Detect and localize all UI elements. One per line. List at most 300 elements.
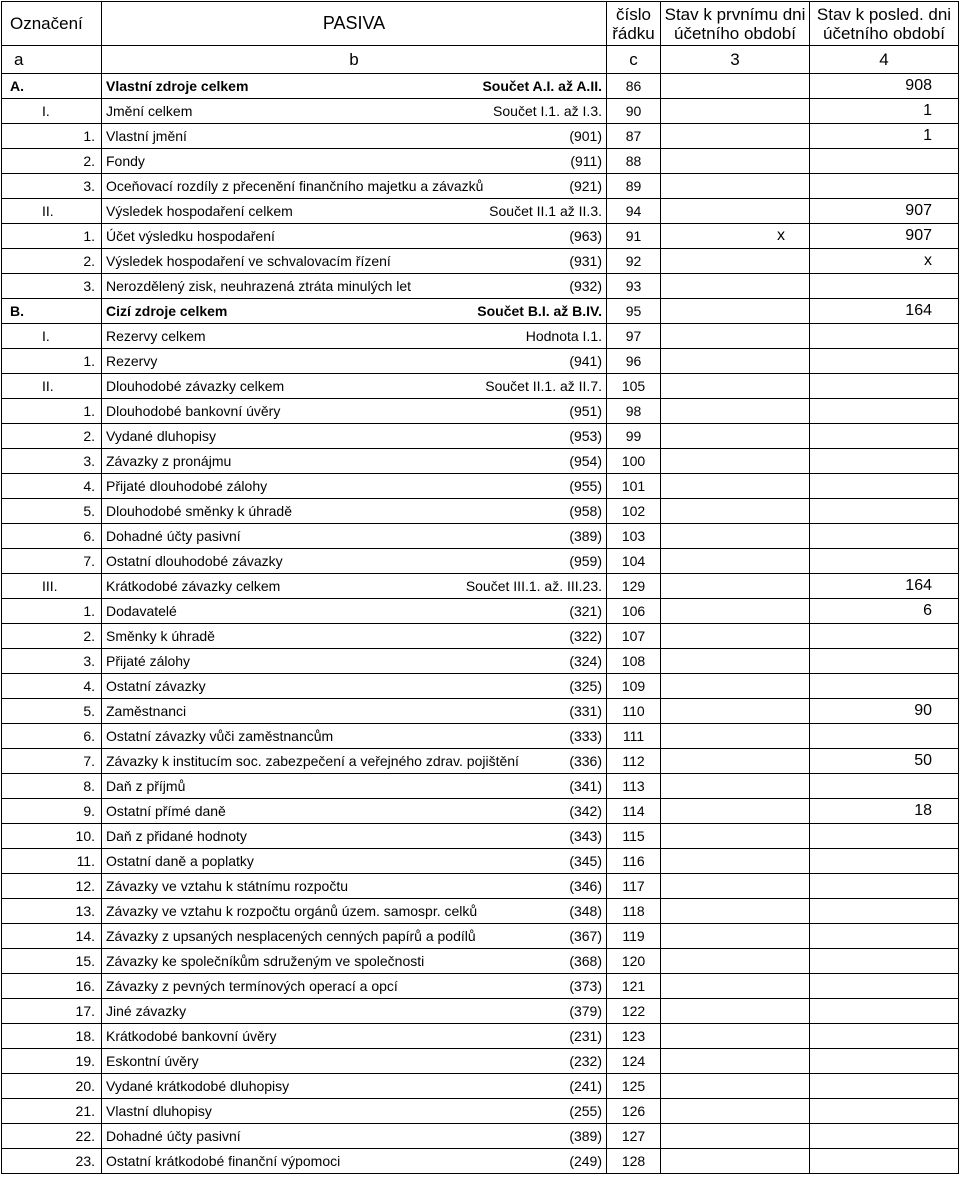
row-label [102, 649, 607, 674]
table-row [2, 1149, 959, 1174]
table-row [2, 924, 959, 949]
row-label [102, 1049, 607, 1074]
row-number: 13. [2, 899, 102, 924]
row-label [102, 74, 607, 99]
row-label [102, 699, 607, 724]
row-label [102, 249, 607, 274]
row-number: B. [2, 299, 102, 324]
row-text: Závazky ve vztahu k rozpočtu orgánů územ. samospr. celků [106, 903, 478, 919]
row-label [102, 1124, 607, 1149]
row-value-start [661, 1149, 810, 1174]
row-label [102, 624, 607, 649]
row-line-number: 105 [607, 374, 661, 399]
row-text: Dohadné účty pasivní [106, 528, 241, 544]
row-label [102, 924, 607, 949]
row-value-end [810, 924, 959, 949]
row-reference: (321) [569, 603, 602, 619]
row-reference: (955) [569, 478, 602, 494]
row-number: 18. [2, 1024, 102, 1049]
row-reference: (958) [569, 503, 602, 519]
table-row [2, 774, 959, 799]
row-reference: (341) [569, 778, 602, 794]
table-row [2, 449, 959, 474]
row-value-end [810, 724, 959, 749]
row-line-number: 89 [607, 174, 661, 199]
row-text: Eskontní úvěry [106, 1053, 199, 1069]
row-number: 17. [2, 999, 102, 1024]
row-number: 10. [2, 824, 102, 849]
row-line-number: 97 [607, 324, 661, 349]
row-label [102, 899, 607, 924]
row-reference: Součet II.1. až II.7. [485, 378, 602, 394]
row-line-number: 95 [607, 299, 661, 324]
row-text: Vydané dluhopisy [106, 428, 217, 444]
row-line-number: 114 [607, 799, 661, 824]
row-number: 1. [2, 599, 102, 624]
row-line-number: 112 [607, 749, 661, 774]
row-reference: (931) [569, 253, 602, 269]
row-label [102, 524, 607, 549]
row-value-start [661, 924, 810, 949]
row-reference: (932) [569, 278, 602, 294]
table-row [2, 674, 959, 699]
row-value-start [661, 649, 810, 674]
row-value-start [661, 949, 810, 974]
row-label [102, 824, 607, 849]
subheader-c: c [607, 46, 661, 74]
row-number: A. [2, 74, 102, 99]
row-text: Dodavatelé [106, 603, 177, 619]
table-row [2, 874, 959, 899]
row-value-end [810, 1049, 959, 1074]
row-text: Jiné závazky [106, 1003, 187, 1019]
table-row [2, 799, 959, 824]
row-value-start [661, 849, 810, 874]
row-label [102, 849, 607, 874]
row-value-end [810, 649, 959, 674]
row-value-start [661, 899, 810, 924]
row-text: Fondy [106, 153, 145, 169]
row-text: Závazky z pronájmu [106, 453, 232, 469]
row-line-number: 92 [607, 249, 661, 274]
row-line-number: 124 [607, 1049, 661, 1074]
row-text: Závazky k institucím soc. zabezpečení a veřejného zdrav. pojištění [106, 753, 519, 769]
row-label [102, 749, 607, 774]
row-value-end [810, 824, 959, 849]
row-text: Vydané krátkodobé dluhopisy [106, 1078, 290, 1094]
row-value-start [661, 499, 810, 524]
row-label [102, 424, 607, 449]
row-text: Daň z příjmů [106, 778, 186, 794]
row-text: Oceňovací rozdíly z přecenění finančního majetku a závazků [106, 178, 484, 194]
row-reference: (346) [569, 878, 602, 894]
row-line-number: 121 [607, 974, 661, 999]
header-stav-posled [810, 2, 959, 46]
row-line-number: 93 [607, 274, 661, 299]
row-value-end [810, 424, 959, 449]
row-label [102, 1024, 607, 1049]
row-value-start [661, 624, 810, 649]
row-number: 21. [2, 1099, 102, 1124]
row-value-start [661, 974, 810, 999]
row-value-end [810, 174, 959, 199]
row-label [102, 949, 607, 974]
row-value-start [661, 874, 810, 899]
row-value-end [810, 349, 959, 374]
row-value-start [661, 274, 810, 299]
header-row [2, 2, 959, 46]
table-row [2, 749, 959, 774]
row-number: 11. [2, 849, 102, 874]
row-line-number: 120 [607, 949, 661, 974]
table-row [2, 574, 959, 599]
row-value-end [810, 474, 959, 499]
row-value-end: 90 [810, 699, 959, 724]
row-value-end [810, 324, 959, 349]
row-value-start [661, 699, 810, 724]
row-reference: (342) [569, 803, 602, 819]
row-number: 1. [2, 399, 102, 424]
row-value-start [661, 349, 810, 374]
row-text: Účet výsledku hospodaření [106, 228, 275, 244]
table-row [2, 74, 959, 99]
subheader-a: a [2, 46, 102, 74]
row-reference: (963) [569, 228, 602, 244]
row-value-end [810, 624, 959, 649]
row-value-end: 6 [810, 599, 959, 624]
row-line-number: 101 [607, 474, 661, 499]
row-reference: (336) [569, 753, 602, 769]
row-text: Přijaté zálohy [106, 653, 191, 669]
row-number: 16. [2, 974, 102, 999]
table-row [2, 599, 959, 624]
row-text: Dlouhodobé bankovní úvěry [106, 403, 281, 419]
row-label [102, 674, 607, 699]
row-text: Ostatní daně a poplatky [106, 853, 254, 869]
table-row [2, 624, 959, 649]
row-line-number: 98 [607, 399, 661, 424]
table-row [2, 724, 959, 749]
row-value-end [810, 1124, 959, 1149]
table-row [2, 499, 959, 524]
row-label [102, 599, 607, 624]
row-line-number: 86 [607, 74, 661, 99]
table-row [2, 1074, 959, 1099]
row-value-end [810, 849, 959, 874]
header-stav-prvni-text: Stav k prvnímu dni účetního období [664, 4, 806, 43]
row-text: Závazky z pevných termínových operací a opcí [106, 978, 398, 994]
row-reference: (911) [570, 153, 602, 169]
table-row [2, 349, 959, 374]
row-line-number: 125 [607, 1074, 661, 1099]
row-reference: (322) [569, 628, 602, 644]
row-value-start [661, 824, 810, 849]
row-value-start [661, 399, 810, 424]
row-value-end [810, 949, 959, 974]
row-value-start [661, 1099, 810, 1124]
row-text: Nerozdělený zisk, neuhrazená ztráta minulých let [106, 278, 412, 294]
row-value-start [661, 374, 810, 399]
row-line-number: 87 [607, 124, 661, 149]
row-value-start [661, 799, 810, 824]
row-value-start [661, 774, 810, 799]
row-value-start: x [661, 224, 810, 249]
table-row [2, 174, 959, 199]
row-label [102, 399, 607, 424]
row-value-end [810, 674, 959, 699]
table-row [2, 199, 959, 224]
row-text: Krátkodobé bankovní úvěry [106, 1028, 277, 1044]
row-line-number: 100 [607, 449, 661, 474]
subheader-b: b [102, 46, 607, 74]
row-label [102, 349, 607, 374]
row-text: Zaměstnanci [106, 703, 187, 719]
header-cislo-radku [607, 2, 661, 46]
row-reference: (348) [569, 903, 602, 919]
row-label [102, 174, 607, 199]
row-text: Dlouhodobé směnky k úhradě [106, 503, 293, 519]
row-value-start [661, 524, 810, 549]
row-text: Závazky z upsaných nesplacených cenných papírů a podílů [106, 928, 476, 944]
table-row [2, 824, 959, 849]
row-label [102, 574, 607, 599]
row-value-start [661, 124, 810, 149]
row-line-number: 115 [607, 824, 661, 849]
row-label [102, 1074, 607, 1099]
row-value-end: 164 [810, 574, 959, 599]
table-row [2, 399, 959, 424]
row-text: Rezervy celkem [106, 328, 206, 344]
row-reference: (333) [569, 728, 602, 744]
row-reference: Součet A.I. až A.II. [482, 78, 602, 94]
row-number: 1. [2, 349, 102, 374]
row-number: 9. [2, 799, 102, 824]
row-number: 20. [2, 1074, 102, 1099]
subheader-d: 3 [661, 46, 810, 74]
table-row [2, 974, 959, 999]
row-text: Přijaté dlouhodobé zálohy [106, 478, 268, 494]
row-line-number: 122 [607, 999, 661, 1024]
row-value-start [661, 174, 810, 199]
row-value-end [810, 874, 959, 899]
row-number: III. [2, 574, 102, 599]
row-value-start [661, 149, 810, 174]
row-number: 7. [2, 549, 102, 574]
table-row [2, 249, 959, 274]
row-value-start [661, 424, 810, 449]
row-label [102, 724, 607, 749]
row-line-number: 128 [607, 1149, 661, 1174]
row-reference: (941) [569, 353, 602, 369]
row-number: 6. [2, 524, 102, 549]
row-number: 2. [2, 424, 102, 449]
row-text: Vlastní dluhopisy [106, 1103, 212, 1119]
row-reference: (951) [569, 403, 602, 419]
row-number: 2. [2, 249, 102, 274]
row-line-number: 127 [607, 1124, 661, 1149]
row-number: 6. [2, 724, 102, 749]
row-number: 2. [2, 624, 102, 649]
header-pasiva: PASIVA [102, 2, 607, 46]
table-row [2, 999, 959, 1024]
row-number: 2. [2, 149, 102, 174]
row-value-end [810, 974, 959, 999]
row-label [102, 299, 607, 324]
row-value-start [661, 1074, 810, 1099]
row-text: Cizí zdroje celkem [106, 303, 228, 319]
row-value-end [810, 899, 959, 924]
row-reference: (345) [569, 853, 602, 869]
header-cislo-radku-text: číslo řádku [612, 4, 655, 43]
row-text: Krátkodobé závazky celkem [106, 578, 281, 594]
row-text: Daň z přidané hodnoty [106, 828, 247, 844]
row-text: Dohadné účty pasivní [106, 1128, 241, 1144]
row-line-number: 113 [607, 774, 661, 799]
row-label [102, 199, 607, 224]
row-line-number: 118 [607, 899, 661, 924]
row-reference: (959) [569, 553, 602, 569]
row-value-start [661, 599, 810, 624]
table-row [2, 899, 959, 924]
row-text: Závazky ve vztahu k státnímu rozpočtu [106, 878, 348, 894]
row-value-end: 18 [810, 799, 959, 824]
row-number: II. [2, 374, 102, 399]
row-text: Výsledek hospodaření celkem [106, 203, 293, 219]
row-value-end [810, 399, 959, 424]
row-line-number: 106 [607, 599, 661, 624]
table-row [2, 1099, 959, 1124]
row-value-start [661, 74, 810, 99]
row-value-start [661, 199, 810, 224]
row-label [102, 1149, 607, 1174]
row-reference: (901) [569, 128, 602, 144]
row-number: 5. [2, 699, 102, 724]
row-label [102, 374, 607, 399]
row-reference: Součet III.1. až. III.23. [465, 578, 602, 594]
row-reference: (249) [569, 1153, 602, 1169]
table-row [2, 649, 959, 674]
row-value-end [810, 999, 959, 1024]
row-value-end: 50 [810, 749, 959, 774]
row-line-number: 119 [607, 924, 661, 949]
table-row [2, 1024, 959, 1049]
row-value-end [810, 1149, 959, 1174]
row-value-start [661, 999, 810, 1024]
row-text: Ostatní přímé daně [106, 803, 226, 819]
row-reference: (379) [569, 1003, 602, 1019]
row-reference: (921) [569, 178, 602, 194]
row-value-start [661, 449, 810, 474]
row-text: Ostatní dlouhodobé závazky [106, 553, 283, 569]
row-line-number: 104 [607, 549, 661, 574]
row-value-start [661, 574, 810, 599]
row-number: 14. [2, 924, 102, 949]
table-row [2, 1049, 959, 1074]
row-number: 3. [2, 649, 102, 674]
row-label [102, 149, 607, 174]
table-row [2, 949, 959, 974]
row-number: I. [2, 324, 102, 349]
row-label [102, 274, 607, 299]
row-label [102, 499, 607, 524]
row-number: 1. [2, 224, 102, 249]
row-reference: Hodnota I.1. [525, 328, 602, 344]
subheader-row [2, 46, 959, 74]
row-value-end: 1 [810, 99, 959, 124]
row-number: 5. [2, 499, 102, 524]
row-value-start [661, 549, 810, 574]
row-reference: (373) [569, 978, 602, 994]
row-value-start [661, 1049, 810, 1074]
row-line-number: 111 [607, 724, 661, 749]
row-value-end [810, 549, 959, 574]
balance-sheet-liabilities-table [1, 1, 959, 1174]
row-number: 12. [2, 874, 102, 899]
row-line-number: 107 [607, 624, 661, 649]
row-text: Vlastní jmění [106, 128, 187, 144]
row-line-number: 91 [607, 224, 661, 249]
row-value-end: x [810, 249, 959, 274]
table-row [2, 1124, 959, 1149]
table-row [2, 424, 959, 449]
row-number: I. [2, 99, 102, 124]
row-value-start [661, 474, 810, 499]
table-row [2, 224, 959, 249]
table-row [2, 299, 959, 324]
row-number: 1. [2, 124, 102, 149]
table-row [2, 374, 959, 399]
row-label [102, 974, 607, 999]
row-label [102, 999, 607, 1024]
row-reference: (954) [569, 453, 602, 469]
row-label [102, 324, 607, 349]
table-row [2, 324, 959, 349]
row-value-start [661, 299, 810, 324]
row-value-start [661, 1124, 810, 1149]
table-row [2, 99, 959, 124]
row-text: Ostatní závazky vůči zaměstnancům [106, 728, 334, 744]
row-line-number: 99 [607, 424, 661, 449]
row-text: Vlastní zdroje celkem [106, 78, 249, 94]
header-stav-prvni [661, 2, 810, 46]
row-reference: (255) [569, 1103, 602, 1119]
row-line-number: 129 [607, 574, 661, 599]
row-text: Směnky k úhradě [106, 628, 215, 644]
row-reference: (325) [569, 678, 602, 694]
row-value-end [810, 1024, 959, 1049]
row-label [102, 549, 607, 574]
row-text: Dlouhodobé závazky celkem [106, 378, 285, 394]
row-reference: Součet I.1. až I.3. [493, 103, 602, 119]
row-line-number: 116 [607, 849, 661, 874]
row-number: 3. [2, 274, 102, 299]
table-row [2, 549, 959, 574]
row-reference: (389) [569, 528, 602, 544]
row-value-end [810, 449, 959, 474]
row-reference: Součet B.I. až B.IV. [477, 303, 602, 319]
table-row [2, 149, 959, 174]
row-value-start [661, 249, 810, 274]
row-value-start [661, 749, 810, 774]
table-row [2, 849, 959, 874]
row-line-number: 88 [607, 149, 661, 174]
row-text: Ostatní krátkodobé finanční výpomoci [106, 1153, 341, 1169]
row-value-end: 907 [810, 199, 959, 224]
table-body [2, 2, 959, 1174]
row-line-number: 94 [607, 199, 661, 224]
row-line-number: 108 [607, 649, 661, 674]
row-number: II. [2, 199, 102, 224]
